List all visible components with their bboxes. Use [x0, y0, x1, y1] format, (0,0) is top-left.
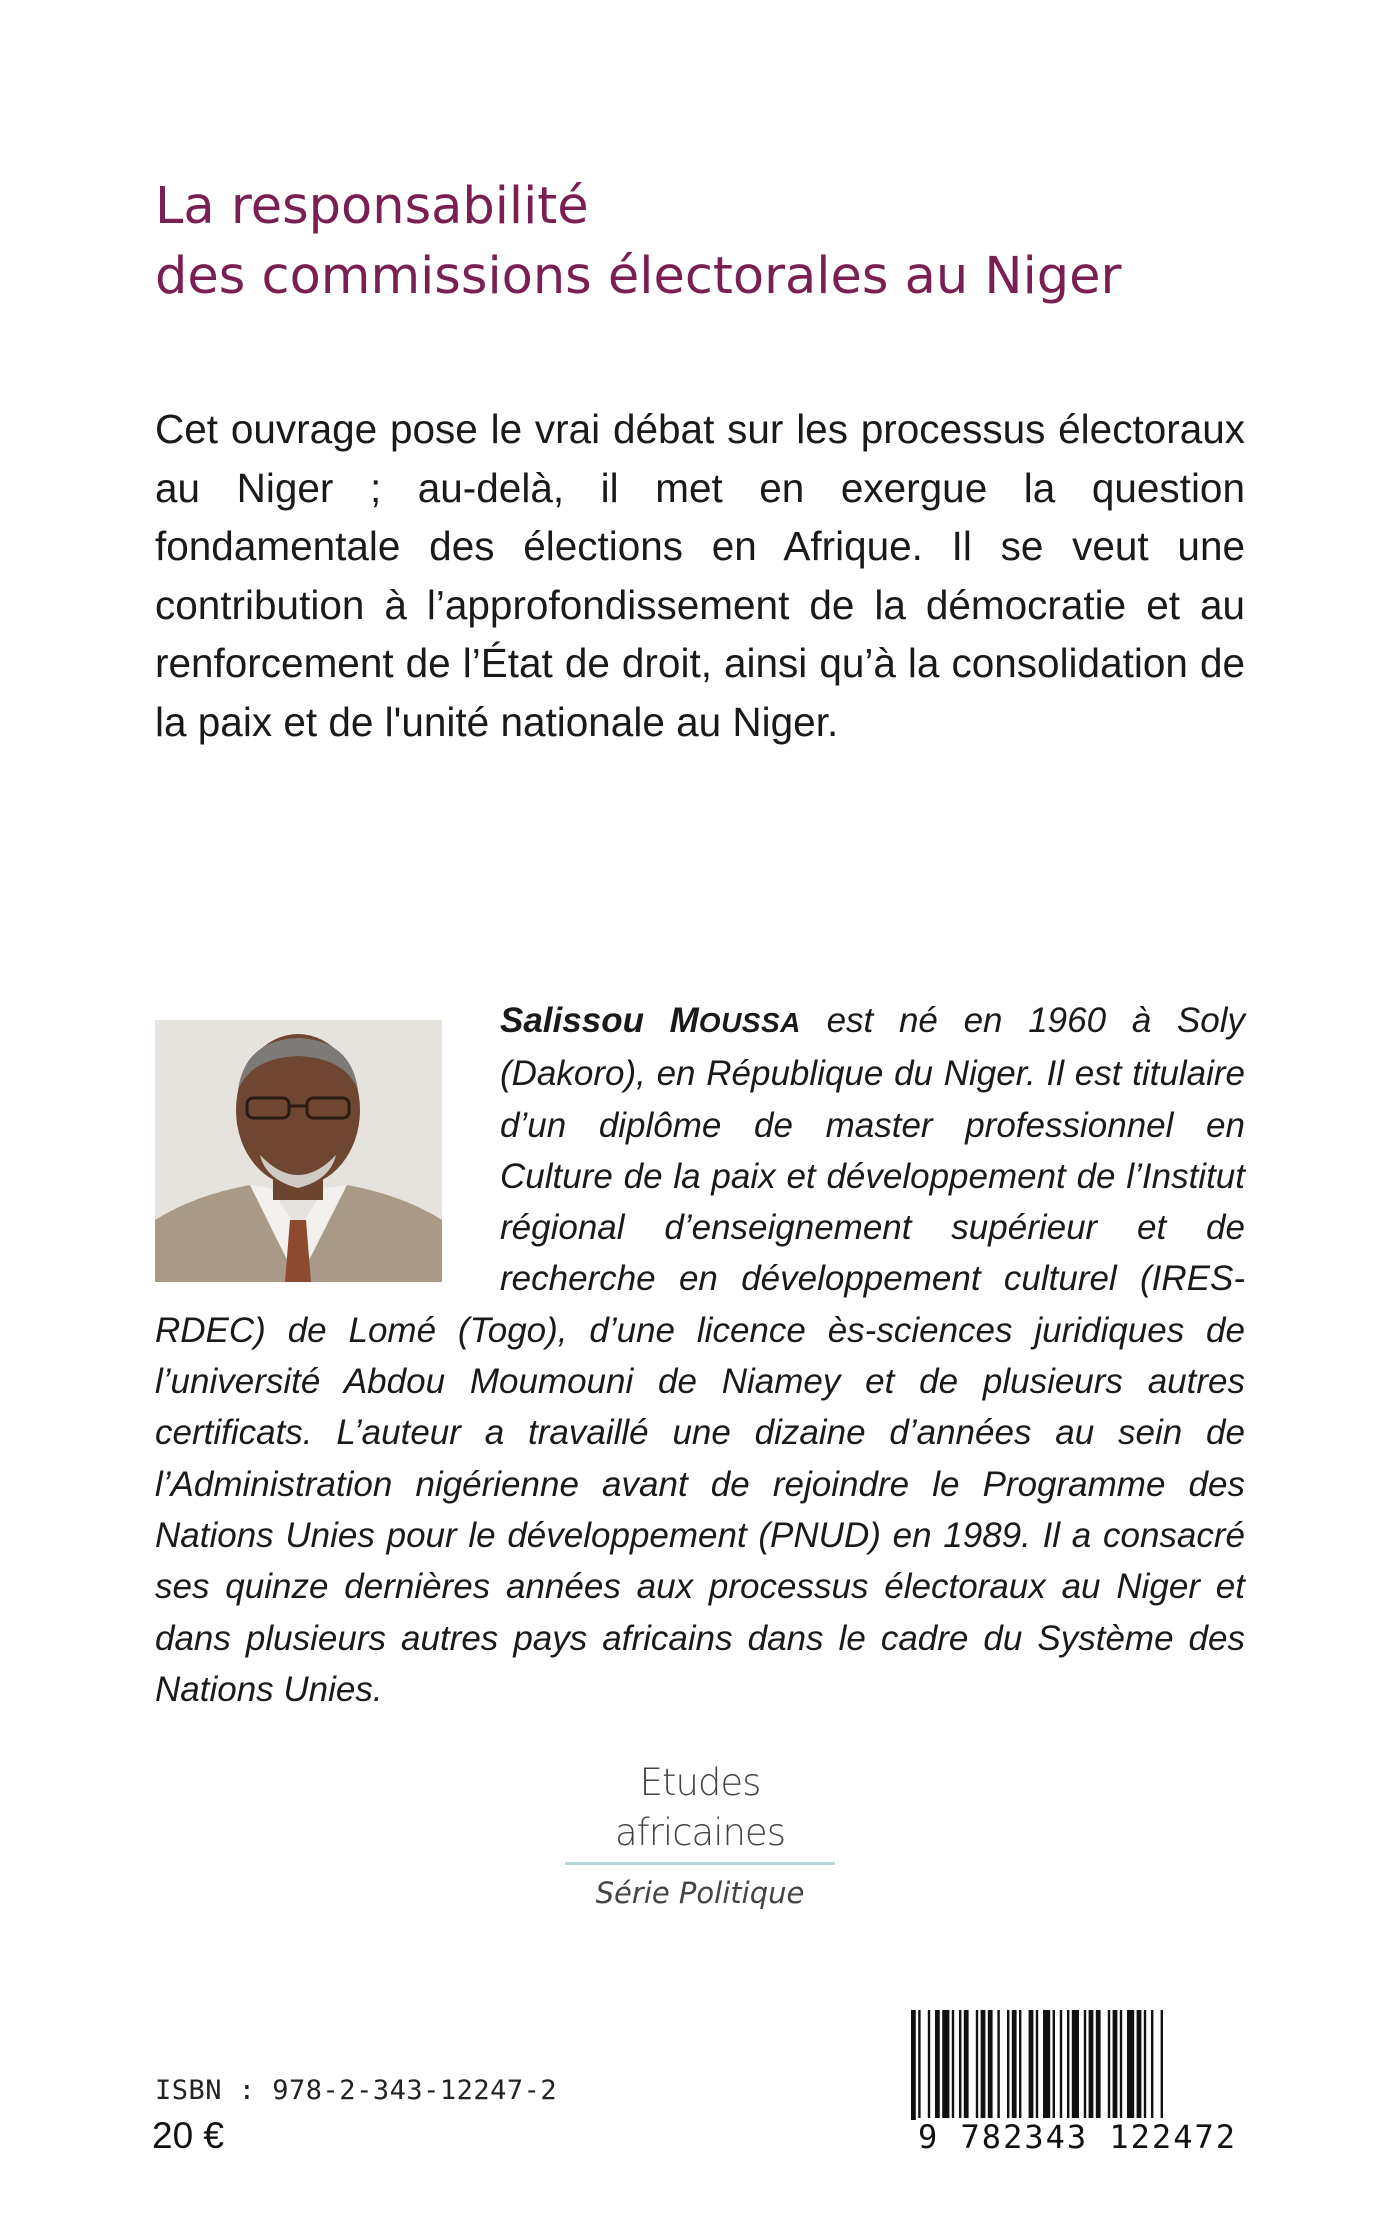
barcode-bar: [1127, 2010, 1134, 2120]
barcode-bar: [1151, 2010, 1153, 2120]
price-label: 20 €: [152, 2115, 225, 2156]
author-bio-text: est né en 1960 à Soly (Dakoro), en République du Niger. Il est titulaire d’un diplôme de master professionnel en Culture de la paix et développement de l’Institut régional d’enseignement supérieur et de recherche en développement culturel (IRES-RDEC) de Lomé (Togo), d’une licence ès-sciences juridiques de l’université Abdou Moumouni de Niamey et de plusieurs autres certificats. L’auteur a travaillé une dizaine d’années au sein de l’Administration nigérienne avant de rejoindre le Programme des Nations Unies pour le développement (PNUD) en 1989. Il a consacré ses quinze dernières années aux processus électoraux au Niger et dans plusieurs autres pays africains dans le cadre du Système des Nations Unies.: [155, 1001, 1245, 1709]
barcode-bar: [1113, 2010, 1118, 2120]
barcode-bar: [1012, 2010, 1017, 2120]
author-last-name-initial: M: [669, 1001, 699, 1040]
author-first-name: Salissou: [500, 1001, 670, 1040]
book-title: [155, 172, 1255, 312]
author-bio-section: [155, 995, 1245, 1715]
barcode-bar: [1089, 2010, 1094, 2120]
collection-block: [565, 1758, 835, 1913]
author-last-name-rest: OUSSA: [698, 1007, 801, 1038]
barcode-bar: [942, 2010, 949, 2120]
barcode-bar: [1019, 2010, 1021, 2120]
barcode-bar: [959, 2010, 961, 2120]
barcode-bar: [935, 2010, 940, 2120]
barcode-bar: [1137, 2010, 1142, 2120]
barcode-bar: [1108, 2010, 1110, 2120]
barcode-bar: [964, 2010, 969, 2120]
barcode-bar: [1043, 2010, 1050, 2120]
book-summary: Cet ouvrage pose le vrai débat sur les processus électoraux au Niger ; au-delà, il met en exergue la question fondamentale des élections en Afrique. Il se veut une contribution à l’approfondissement de la démocratie et au renforcement de l’État de droit, ainsi qu’à la consolidation de la paix et de l'unité nationale au Niger.: [155, 406, 1245, 745]
book-title-line-2: des commissions électorales au Niger: [155, 247, 1122, 306]
barcode-bar: [1120, 2010, 1122, 2120]
isbn-label: ISBN : 978-2-343-12247-2: [155, 2075, 558, 2106]
barcode-bar: [1161, 2010, 1163, 2120]
series-name: Série Politique: [595, 1876, 805, 1910]
barcode-bar: [918, 2010, 920, 2120]
barcode-bar: [928, 2010, 930, 2120]
barcode-bar: [1096, 2010, 1101, 2120]
barcode-bar: [988, 2010, 993, 2120]
barcode-bar: [1084, 2010, 1086, 2120]
barcode-bar: [981, 2010, 986, 2120]
barcode-bar: [911, 2010, 916, 2120]
barcode-bar: [1053, 2010, 1055, 2120]
barcode-bar: [976, 2010, 978, 2120]
barcode-bar: [1067, 2010, 1069, 2120]
barcode-bar: [1060, 2010, 1062, 2120]
barcode-bar: [1036, 2010, 1038, 2120]
barcode-bar: [952, 2010, 954, 2120]
barcode-bar: [997, 2010, 999, 2120]
barcode-digits-text: 9 782343 122472: [918, 2118, 1237, 2156]
author-portrait: [155, 1020, 442, 1282]
barcode-bar: [1029, 2010, 1034, 2120]
barcode-bar: [1072, 2010, 1079, 2120]
book-title-line-1: La responsabilité: [155, 177, 589, 236]
barcode-digits: [905, 2118, 1250, 2156]
collection-divider: [565, 1862, 835, 1865]
barcode-bar: [1007, 2010, 1009, 2120]
collection-name: Etudes africaines: [615, 1761, 785, 1854]
author-name: [500, 1001, 801, 1040]
barcode-bar: [1144, 2010, 1146, 2120]
